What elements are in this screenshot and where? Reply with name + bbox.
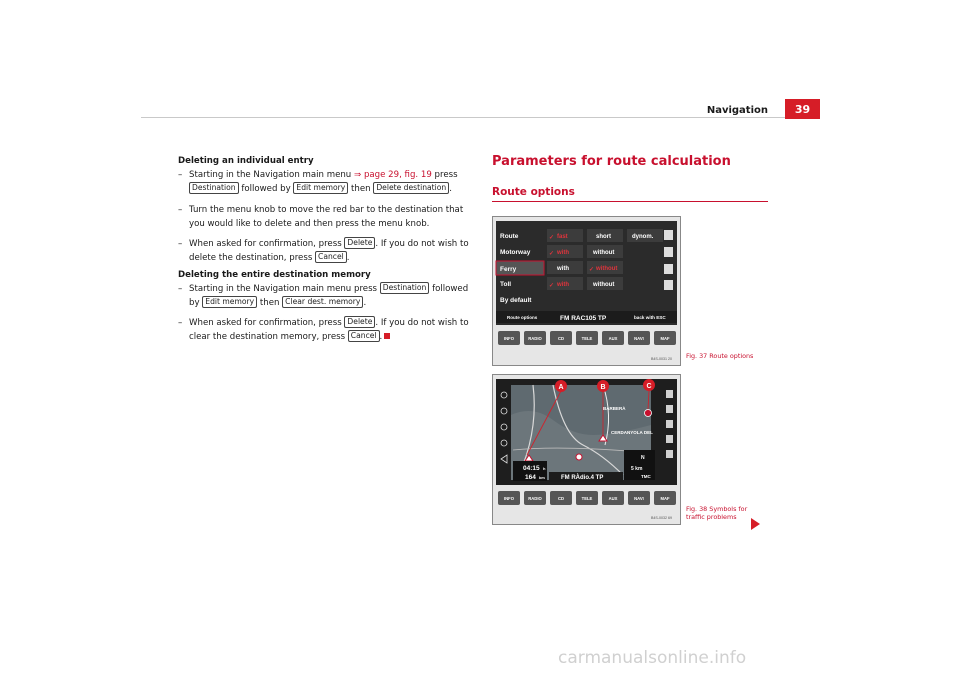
traffic-jam-icon (576, 454, 582, 460)
option: with (557, 282, 569, 288)
footer-label: Route options (507, 315, 538, 320)
section-title: Navigation (706, 105, 768, 116)
step-line: Destination followed by Edit memory then Delete destination . (189, 182, 452, 196)
no-entry-icon (645, 410, 652, 417)
hw-button: TELE (581, 496, 593, 501)
watermark: carmanualsonline.info (558, 648, 747, 668)
eta-time: 04:15 (523, 465, 540, 472)
option: without (596, 266, 618, 272)
step-line: – When asked for confirmation, press Delete . If you do not wish to (178, 238, 469, 249)
key-destination: Destination (380, 282, 430, 294)
row-label: By default (500, 297, 532, 304)
hw-button: AUX (608, 336, 618, 341)
option: dynom. (632, 234, 654, 240)
row-label: Route (500, 233, 519, 240)
heading-delete-entire: Deleting the entire destination memory (178, 270, 371, 280)
map-scale: 5 km (631, 466, 643, 472)
key-edit-memory: Edit memory (202, 296, 257, 308)
step-line: delete the destination, press Cancel . (189, 252, 350, 263)
hw-button: TELE (581, 336, 593, 341)
callout-b: B (600, 384, 606, 391)
key-cancel: Cancel (315, 251, 347, 263)
hw-button: NAVI (634, 336, 644, 341)
step-line: – Starting in the Navigation main menu ⇒ page 29, fig. 19 press (178, 170, 458, 180)
tmc-indicator: TMC (641, 474, 651, 479)
page-number: 39 (785, 99, 820, 119)
hw-button: RADIO (528, 336, 542, 341)
callout-a: A (558, 384, 564, 391)
svg-text:✓: ✓ (589, 267, 595, 273)
hw-button: RADIO (528, 496, 542, 501)
hw-button: MAF (660, 496, 670, 501)
row-label: Motorway (500, 249, 531, 256)
step-line: clear the destination memory, press Cancel . (189, 330, 390, 344)
place-label: BARBERÀ (603, 406, 626, 411)
svg-text:✓: ✓ (549, 235, 555, 241)
option: without (593, 282, 615, 288)
subsection-heading: Route options (492, 186, 575, 198)
step-line: you would like to delete and then press the menu knob. (189, 219, 430, 229)
hw-button: MAF (660, 336, 670, 341)
row-label: Ferry (500, 266, 517, 273)
next-page-arrow-icon[interactable] (751, 518, 760, 530)
hw-button: INFO (503, 496, 515, 501)
figure-code: B4S-0031 20 (651, 357, 672, 361)
ferry-icon (664, 264, 673, 274)
key-delete: Delete (344, 316, 375, 328)
radio-station: FM RÀdio.4 TP (561, 475, 604, 481)
map-tool-icon (666, 405, 673, 413)
map-tool-icon (666, 450, 673, 458)
end-of-section-icon (384, 333, 390, 339)
radio-station: FM RAC105 TP (560, 315, 607, 322)
toll-icon (664, 280, 673, 290)
car-icon (664, 247, 673, 257)
option: with (557, 250, 569, 256)
figure-traffic-map (492, 374, 681, 525)
hw-button: CD (557, 496, 565, 501)
page-reference-link[interactable]: ⇒ page 29, fig. 19 (354, 170, 432, 180)
hw-button: CD (557, 336, 565, 341)
heading-delete-individual: Deleting an individual entry (178, 156, 314, 166)
callout-c: C (646, 383, 652, 390)
key-cancel: Cancel (348, 330, 380, 342)
step-line: – Turn the menu knob to move the red bar to the destination that (178, 205, 464, 215)
key-edit-memory: Edit memory (293, 182, 348, 194)
figure-caption: Fig. 38 Symbols for traffic problems (686, 505, 748, 521)
map-tool-icon (666, 390, 673, 398)
remaining-distance: 164 (525, 474, 536, 481)
option: short (596, 234, 611, 240)
hw-button: NAVI (634, 496, 644, 501)
option: fast (557, 234, 568, 240)
map-tool-icon (666, 420, 673, 428)
section-heading: Parameters for route calculation (492, 154, 731, 169)
row-label: Toll (500, 281, 512, 288)
step-line: – Starting in the Navigation main menu press Destination followed (178, 283, 469, 294)
svg-text:✓: ✓ (549, 251, 555, 257)
north-indicator: N (641, 455, 645, 461)
hw-button: INFO (503, 336, 515, 341)
option: without (593, 250, 615, 256)
key-destination: Destination (189, 182, 239, 194)
subsection-rule (492, 201, 768, 202)
header-rule (141, 117, 820, 118)
step-line: – When asked for confirmation, press Delete . If you do not wish to (178, 317, 469, 328)
place-label: CERDANYOLA DEL (611, 430, 653, 435)
map-tool-icon (666, 435, 673, 443)
option: with (557, 266, 569, 272)
eta-unit: h (543, 466, 546, 471)
svg-text:✓: ✓ (549, 283, 555, 289)
back-hint: back with ESC (634, 315, 666, 320)
step-line: by Edit memory then Clear dest. memory . (189, 297, 367, 308)
figure-caption: Fig. 37 Route options (686, 352, 754, 360)
figure-route-options (492, 216, 681, 366)
distance-unit: km (539, 475, 545, 480)
key-clear-dest-memory: Clear dest. memory (282, 296, 363, 308)
hw-button: AUX (608, 496, 618, 501)
key-delete-destination: Delete destination (373, 182, 449, 194)
car-icon (664, 230, 673, 240)
key-delete: Delete (344, 237, 375, 249)
figure-code: B4S-0032 69 (651, 516, 672, 520)
